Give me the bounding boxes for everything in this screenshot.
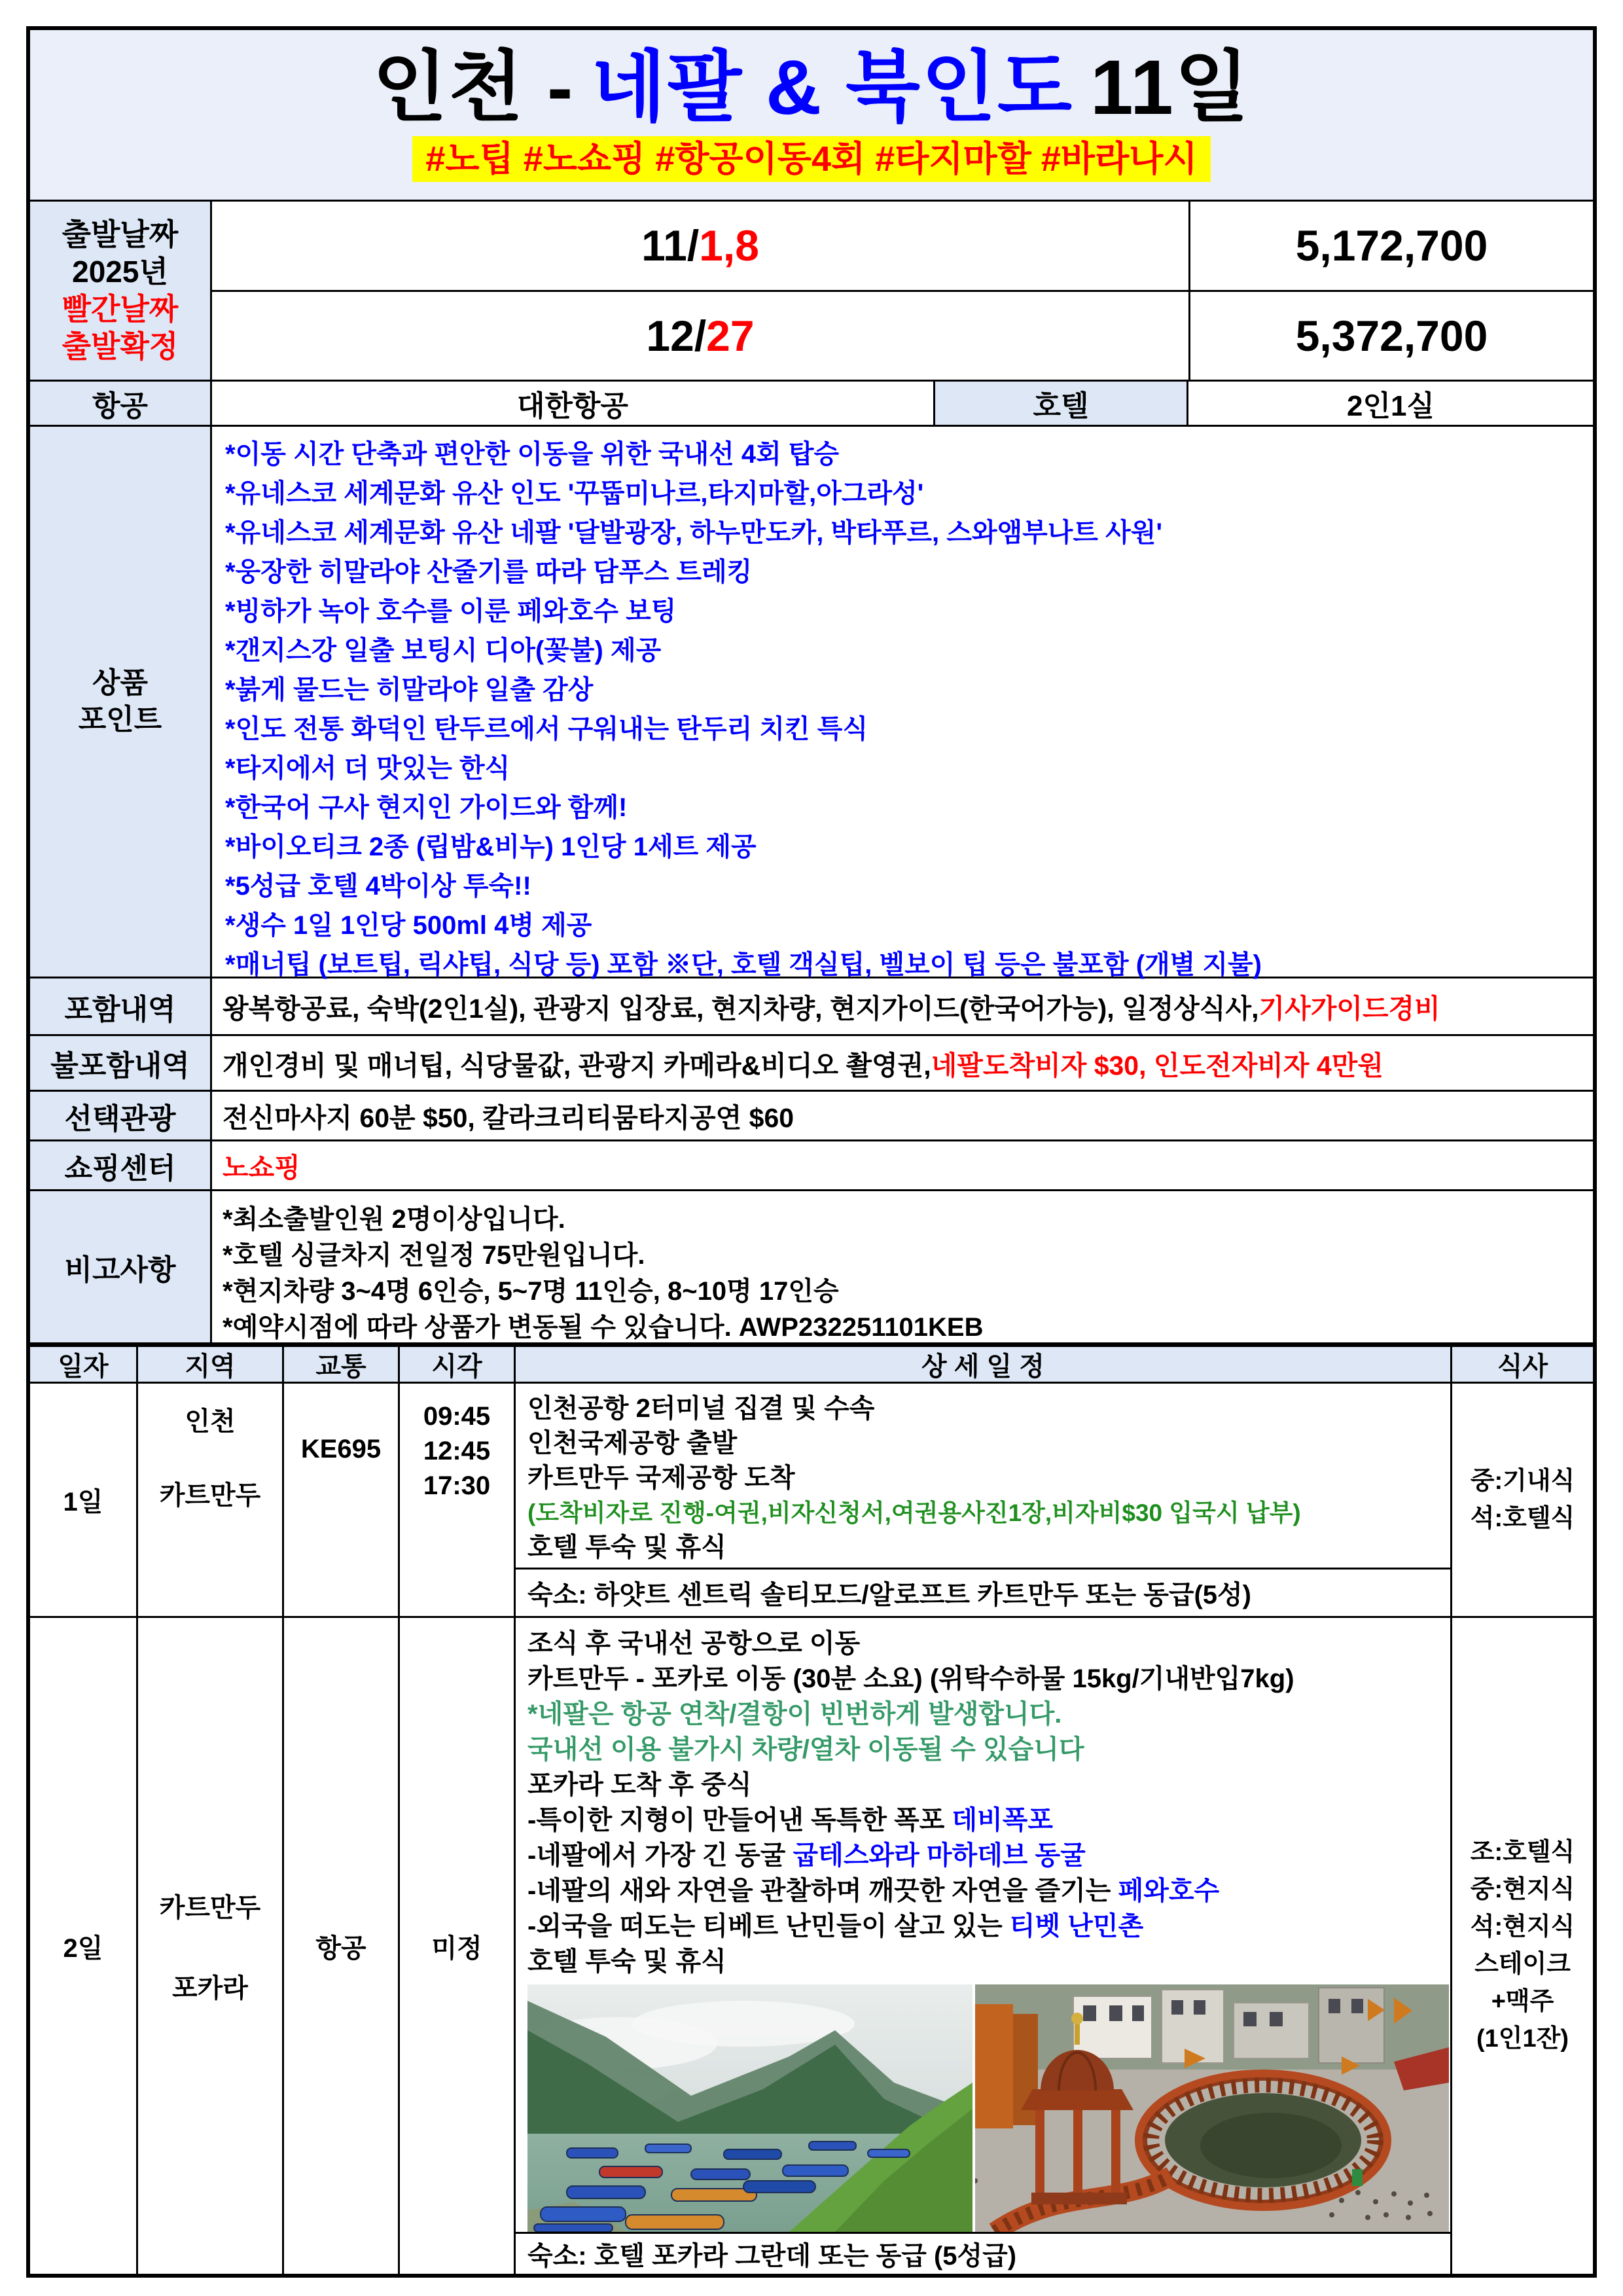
departure-date [212,292,1188,380]
title-origin: 인천 - [372,44,575,131]
day2-detail-line [527,1838,1450,1873]
day2-meal: +맥주 [1491,1988,1554,2015]
departure-label-line4: 출발확정 [62,329,179,363]
hotel-label: 호텔 [933,382,1188,425]
day2-meal: 조:호텔식 [1470,1839,1575,1866]
product-point: *웅장한 히말라야 산줄기를 따라 담푸스 트레킹 [225,558,753,586]
remarks-list [212,1191,1593,1342]
title-duration: 11일 [1090,44,1251,131]
optional-tour-section [30,1092,1593,1141]
airline-label: 항공 [30,382,212,425]
remark-line: *예약시점에 따라 상품가 변동될 수 있습니다. AWP232251101KEB [223,1313,984,1342]
product-point: *매너팁 (보트팁, 릭샤팁, 식당 등) 포함 ※단, 호텔 객실팁, 벨보이 팁 등은 불포함 (개별 지불) [225,950,1262,979]
day1-details-cell [516,1384,1452,1616]
day1-details [516,1384,1450,1568]
day2-times [400,1618,516,2274]
remark-line: *현지차량 3~4명 6인승, 5~7명 11인승, 8~10명 17인승 [223,1277,839,1306]
product-points-label-line2: 포인트 [78,704,162,736]
day2-meal: 스테이크 [1474,1950,1571,1978]
product-points-label [30,427,212,977]
date-days: 27 [706,311,755,360]
pokhara-temple-courtyard-photo [975,1984,1449,2232]
product-point: *인도 전통 화덕인 탄두르에서 구워내는 탄두리 치킨 특식 [225,715,868,744]
included-text-main: 왕복항공료, 숙박(2인1실), 관광지 입장료, 현지차량, 현지가이드(한국어가능), 일정상식사, [223,994,1259,1024]
departure-row [212,202,1593,292]
title-section [30,30,1593,202]
departure-label-line2: 2025년 [72,255,168,289]
remarks-label: 비고사항 [30,1191,212,1342]
flight-section [30,382,1593,427]
excluded-text [212,1036,1593,1090]
itinerary-day2-row [30,1618,1593,2274]
remarks-section [30,1191,1593,1347]
product-point: *바이오티크 2종 (립밤&비누) 1인당 1세트 제공 [225,833,757,861]
day2-sight-gupteshwor-cave: 굽테스와라 마하데브 동굴 [793,1841,1086,1870]
excluded-label: 불포함내역 [30,1036,212,1090]
col-header-time: 시각 [400,1347,516,1382]
remark-line: *호텔 싱글차지 전일정 75만원입니다. [223,1241,645,1270]
day2-region [138,1618,284,2274]
day2-sight-devi-falls: 데비폭포 [952,1806,1054,1835]
product-point: *유네스코 세계문화 유산 네팔 '달발광장, 하누만도카, 박타푸르, 스와앰부나트 사원' [225,518,1162,547]
shopping-text: 노쇼핑 [223,1153,300,1183]
day2-sight-tibetan-village: 티벳 난민촌 [1009,1912,1144,1941]
day2-number: 2일 [30,1618,138,2274]
product-point: *5성급 호텔 4박이상 투숙!! [225,872,531,901]
optional-tour-text: 전신마사지 60분 $50, 칼라크리티뭄타지공연 $60 [223,1103,794,1133]
product-point: *붉게 물드는 히말라야 일출 감상 [225,675,594,704]
day2-transport [284,1618,400,2274]
day2-region-from: 카트만두 [159,1893,261,1922]
day2-meal: 석:현지식 [1470,1913,1575,1941]
day2-detail-line [527,1803,1450,1838]
day2-detail-line: 호텔 투숙 및 휴식 [527,1947,726,1976]
product-point: *갠지스강 일출 보팅시 디아(꽃불) 제공 [225,636,662,665]
departure-label-line3: 빨간날짜 [62,292,179,326]
included-text [212,978,1593,1034]
product-point: *이동 시간 단축과 편안한 이동을 위한 국내선 4회 탑승 [225,440,840,469]
day1-flight-number: KE695 [300,1435,382,1463]
product-point: *빙하가 녹아 호수를 이룬 페와호수 보팅 [225,597,677,626]
day2-detail-line: 카트만두 - 포카로 이동 (30분 소요) (위탁수하물 15kg/기내반입7kg) [527,1664,1294,1693]
day2-detail-text: -외국을 떠도는 티베트 난민들이 살고 있는 [527,1912,1010,1941]
day1-visa-note: (도착비자로 진행-여권,비자신청서,여권용사진1장,비자비$30 입국시 납부) [527,1499,1301,1526]
col-header-day: 일자 [30,1347,138,1382]
departure-label [30,202,212,380]
date-days: 1,8 [699,221,759,270]
day2-meal: 중:현지식 [1470,1876,1575,1903]
day2-transport-mode: 항공 [315,1933,366,1963]
day2-detail-line: 포카라 도착 후 중식 [527,1770,752,1799]
day2-details-cell [516,1618,1452,2274]
day2-detail-line [527,1873,1450,1909]
col-header-transport: 교통 [284,1347,400,1382]
day1-meals [1452,1384,1593,1616]
day1-time: 17:30 [423,1471,491,1500]
room-type-value: 2인1실 [1347,390,1435,422]
day1-times [400,1384,516,1616]
departure-date [212,202,1188,290]
day1-detail-line: 호텔 투숙 및 휴식 [527,1533,726,1562]
shopping-section [30,1141,1593,1191]
day2-detail-text: -네팔의 새와 자연을 관찰하며 깨끗한 자연을 즐기는 [527,1876,1118,1905]
itinerary-header-row [30,1347,1593,1384]
day1-time: 09:45 [423,1402,491,1431]
day2-flight-warning: 국내선 이용 불가시 차량/열차 이동될 수 있습니다 [527,1735,1084,1764]
date-month: 12/ [646,311,707,360]
shopping-label: 쇼핑센터 [30,1141,212,1189]
day2-detail-text: -특이한 지형이 만들어낸 독특한 폭포 [527,1806,952,1835]
product-points-list [212,427,1593,977]
departure-section [30,202,1593,382]
day2-hotel: 숙소: 호텔 포카라 그란데 또는 동급 (5성급) [516,2232,1450,2274]
excluded-section [30,1036,1593,1092]
day2-sight-phewa-lake: 페와호수 [1118,1876,1220,1905]
day1-detail-line: 인천국제공항 출발 [527,1429,738,1458]
day1-region-from: 인천 [185,1407,236,1436]
day1-time: 12:45 [423,1437,491,1465]
day2-time: 미정 [431,1933,482,1963]
included-section [30,978,1593,1036]
departure-rows [212,202,1593,380]
airline-value: 대한항공 [516,390,628,422]
product-points-section [30,427,1593,978]
day2-flight-warning: *네팔은 항공 연착/결항이 빈번하게 발생합니다. [527,1700,1062,1729]
day1-transport [284,1384,400,1616]
day1-hotel: 숙소: 하얏트 센트릭 솔티모드/알로프트 카트만두 또는 동급(5성) [516,1568,1450,1616]
itinerary-day1-row [30,1384,1593,1618]
optional-tour-label: 선택관광 [30,1092,212,1139]
travel-flyer-sheet [26,26,1597,2278]
included-text-highlight: 기사가이드경비 [1258,994,1440,1024]
day2-detail-text: -네팔에서 가장 긴 동굴 [527,1841,793,1870]
hashtag-banner: #노팁 #노쇼핑 #항공이동4회 #타지마할 #바라나시 [412,136,1210,182]
day1-meal: 중:기내식 [1470,1467,1575,1495]
day1-meal: 석:호텔식 [1470,1504,1575,1532]
day1-detail-line: 카트만두 국제공항 도착 [527,1463,795,1492]
remark-line: *최소출발인원 2명이상입니다. [223,1205,565,1234]
day2-detail-line: 조식 후 국내선 공항으로 이동 [527,1629,861,1658]
price-value: 5,372,700 [1188,292,1593,380]
day1-region [138,1384,284,1616]
title-destination: 네팔 & 북인도 [591,44,1074,131]
product-point: *한국어 구사 현지인 가이드와 함께! [225,793,628,822]
day1-region-to: 카트만두 [159,1481,261,1510]
day1-detail-line: 인천공항 2터미널 집결 및 수속 [527,1394,875,1423]
phewa-lake-boats-photo [527,1984,972,2232]
day2-region-to: 포카라 [172,1974,248,2003]
col-header-region: 지역 [138,1347,284,1382]
date-month: 11/ [641,221,700,270]
product-point: *생수 1일 1인당 500ml 4병 제공 [225,911,592,940]
departure-row [212,292,1593,380]
product-point: *유네스코 세계문화 유산 인도 '꾸뚭미나르,타지마할,아그라성' [225,479,924,508]
day2-meals [1452,1618,1593,2274]
day2-details [516,1618,1450,2232]
day2-meal: (1인1잔) [1476,2025,1569,2053]
excluded-text-main: 개인경비 및 매너팁, 식당물값, 관광지 카메라&비디오 촬영권, [223,1050,931,1081]
price-value: 5,172,700 [1188,202,1593,290]
col-header-meals: 식사 [1497,1352,1548,1381]
day2-photos [527,1984,1450,2232]
departure-label-line1: 출발날짜 [62,217,179,251]
product-points-label-line1: 상품 [92,667,148,699]
excluded-text-highlight: 네팔도착비자 $30, 인도전자비자 4만원 [931,1050,1383,1081]
page-title [372,44,1251,131]
day2-detail-line [527,1909,1450,1944]
product-point: *타지에서 더 맛있는 한식 [225,754,510,783]
col-header-details: 상 세 일 정 [516,1347,1452,1382]
included-label: 포함내역 [30,978,212,1034]
day1-number: 1일 [30,1384,138,1616]
